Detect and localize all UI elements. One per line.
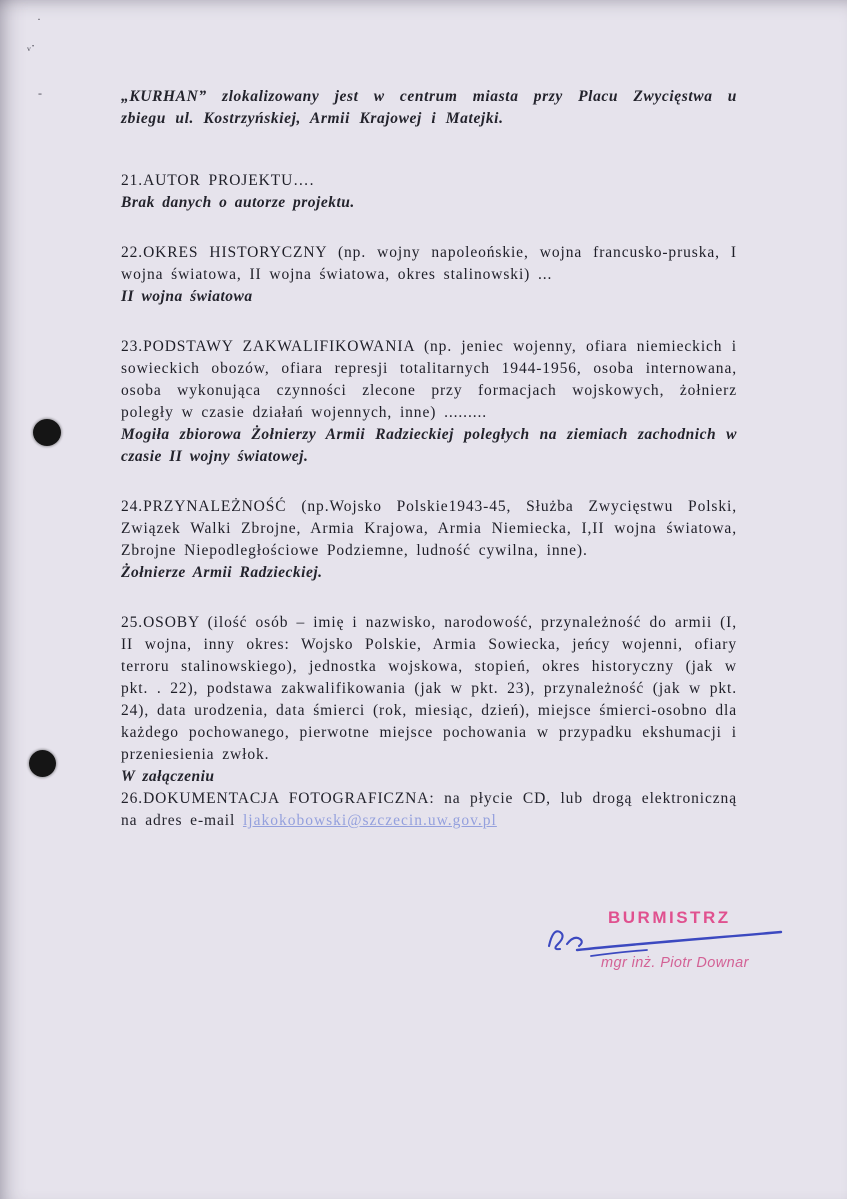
signature-block [543, 898, 803, 988]
item-25-question: 25.OSOBY (ilość osób – imię i nazwisko, narodowość, przynależność do armii (I, II wojna, inny okres: Wojsko Polskie, Armia Sowiecka, jeńcy wojenni, ofiary terroru stalinowskiego), jednostka wojskowa, stopień, okres historyczny (jak w pkt. . 22), podstawa zakwalifikowania (jak w pkt. 23), przynależność (jak w pkt. 24), data urodzenia, data śmierci (rok, miesiąc, dzień), miejsce śmierci-osobno dla każdego pochowanego, pierwotne miejsce pochowania w przypadku ekshumacji i przeniesienia zwłok. [121, 614, 737, 763]
item-24 [121, 496, 737, 584]
intro-paragraph: „KURHAN” zlokalizowany jest w centrum miasta przy Placu Zwycięstwa u zbiegu ul. Kostrzyńskiej, Armii Krajowej i Matejki. [121, 88, 737, 127]
scan-artifact-dot: · [37, 12, 41, 26]
scan-artifact-tick: ᵥ· [27, 38, 36, 53]
item-25 [121, 612, 737, 788]
item-26-paragraph [121, 788, 737, 832]
item-23 [121, 336, 737, 468]
signature-title: BURMISTRZ [608, 908, 731, 927]
item-23-question: 23.PODSTAWY ZAKWALIFIKOWANIA (np. jeniec wojenny, ofiara niemieckich i sowieckich obozów, ofiara represji totalitarnych 1944-1956, osoba internowana, osoba wykonująca czynności zlecone przy formacjach wojskowych, żołnierz poległy w czasie działań wojennych, inne) ......... [121, 338, 737, 421]
signature-name: mgr inż. Piotr Downar [601, 955, 749, 971]
item-23-answer: Mogiła zbiorowa Żołnierzy Armii Radzieckiej poległych na ziemiach zachodnich w czasie II wojny światowej. [121, 426, 737, 465]
hole-punch-top [33, 419, 61, 446]
document-body [121, 86, 737, 832]
item-24-answer: Żołnierze Armii Radzieckiej. [121, 564, 323, 581]
hole-punch-bottom [29, 750, 56, 777]
item-22-question: 22.OKRES HISTORYCZNY (np. wojny napoleońskie, wojna francusko-pruska, I wojna światowa, II wojna światowa, okres stalinowski) ... [121, 244, 737, 283]
item-25-answer: W załączeniu [121, 768, 215, 785]
item-22 [121, 242, 737, 308]
item-24-question: 24.PRZYNALEŻNOŚĆ (np.Wojsko Polskie1943-45, Służba Zwycięstwu Polski, Związek Walki Zbrojne, Armia Krajowa, Armia Niemiecka, I,II wojna światowa, Zbrojne Niepodległościowe Podziemne, ludność cywilna, inne). [121, 498, 737, 559]
item-26-question: 26.DOKUMENTACJA FOTOGRAFICZNA: na płycie CD, lub drogą elektroniczną na adres e-mail [121, 790, 737, 829]
email-link[interactable]: ljakokobowski@szczecin.uw.gov.pl [242, 812, 497, 829]
item-22-answer: II wojna światowa [121, 288, 253, 305]
item-21 [121, 170, 737, 214]
item-21-question: 21.AUTOR PROJEKTU…. [121, 172, 315, 189]
scan-artifact-dash: - [38, 86, 42, 100]
item-21-answer: Brak danych o autorze projektu. [121, 194, 355, 211]
